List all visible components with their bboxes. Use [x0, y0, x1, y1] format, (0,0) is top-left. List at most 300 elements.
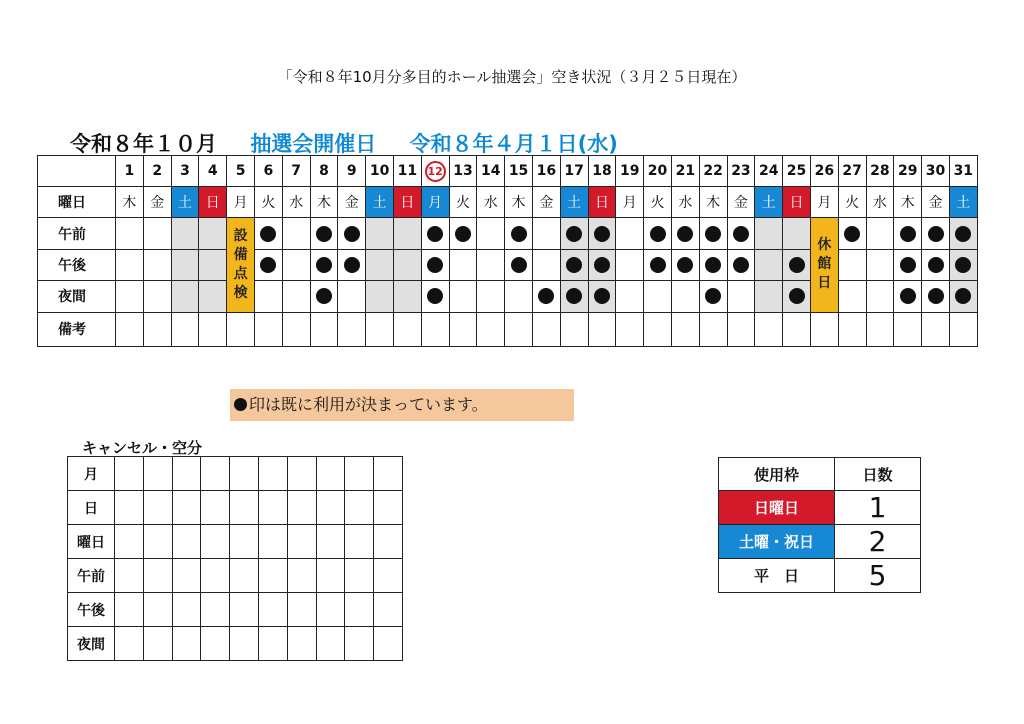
day-number-16: 16 — [532, 156, 560, 187]
slot-ev-11 — [393, 281, 421, 312]
weekday-30: 金 — [922, 187, 950, 218]
slot-ev-9 — [338, 281, 366, 312]
weekday-22: 木 — [699, 187, 727, 218]
day-number-11: 11 — [393, 156, 421, 187]
note-cell-14 — [477, 312, 505, 346]
slot-pm-31 — [949, 249, 977, 280]
note-cell-27 — [838, 312, 866, 346]
cancel-cell — [316, 627, 345, 661]
cancel-cell — [201, 627, 230, 661]
note-cell-25 — [783, 312, 811, 346]
slot-pm-3 — [171, 249, 199, 280]
night-row-label: 夜間 — [38, 281, 116, 312]
weekday-3: 土 — [171, 187, 199, 218]
cancel-cell — [374, 525, 403, 559]
slot-ev-3 — [171, 281, 199, 312]
weekday-26: 月 — [810, 187, 838, 218]
slot-am-15 — [505, 218, 533, 249]
slot-pm-30 — [922, 249, 950, 280]
cancel-cell — [143, 627, 172, 661]
notes-row-label: 備考 — [38, 312, 116, 346]
booked-dot-icon — [900, 257, 916, 273]
slot-ev-1 — [116, 281, 144, 312]
booked-dot-icon — [344, 226, 360, 242]
cancel-cell — [316, 491, 345, 525]
cancel-cell — [230, 491, 259, 525]
cancel-cell — [172, 593, 201, 627]
cancel-cell — [345, 457, 374, 491]
cancel-cell — [115, 491, 144, 525]
note-cell-2 — [143, 312, 171, 346]
weekday-9: 金 — [338, 187, 366, 218]
booked-dot-icon — [955, 226, 971, 242]
booked-dot-icon — [928, 226, 944, 242]
frame-count-table — [718, 457, 921, 593]
booked-dot-icon — [789, 288, 805, 304]
cancel-row — [68, 457, 403, 491]
weekday-row-label: 曜日 — [38, 187, 116, 218]
slot-ev-23 — [727, 281, 755, 312]
cancel-cell — [143, 559, 172, 593]
day-number-2: 2 — [143, 156, 171, 187]
cancel-cell — [143, 525, 172, 559]
cancel-cell — [374, 593, 403, 627]
closed-26 — [810, 218, 838, 312]
slot-pm-4 — [199, 249, 227, 280]
note-cell-11 — [393, 312, 421, 346]
slot-am-3 — [171, 218, 199, 249]
cancel-cell — [374, 491, 403, 525]
cancel-cell — [143, 491, 172, 525]
cancel-cell — [287, 559, 316, 593]
slot-ev-28 — [866, 281, 894, 312]
month-heading: 令和８年１０月 — [70, 132, 217, 156]
note-cell-12 — [421, 312, 449, 346]
weekday-6: 火 — [254, 187, 282, 218]
slot-am-20 — [644, 218, 672, 249]
slot-pm-7 — [282, 249, 310, 280]
note-cell-7 — [282, 312, 310, 346]
slot-am-23 — [727, 218, 755, 249]
slot-am-12 — [421, 218, 449, 249]
booked-dot-icon — [234, 398, 247, 411]
slot-pm-12 — [421, 249, 449, 280]
cancel-cell — [115, 525, 144, 559]
cancel-cell — [230, 559, 259, 593]
frame-row-sunday — [719, 491, 921, 525]
cancel-cell — [172, 457, 201, 491]
booked-dot-icon — [677, 257, 693, 273]
weekday-21: 水 — [671, 187, 699, 218]
legend-note — [230, 389, 574, 421]
slot-pm-16 — [532, 249, 560, 280]
slot-pm-10 — [366, 249, 394, 280]
booked-dot-icon — [344, 257, 360, 273]
weekday-18: 日 — [588, 187, 616, 218]
note-cell-10 — [366, 312, 394, 346]
booked-dot-icon — [928, 288, 944, 304]
booked-dot-icon — [733, 257, 749, 273]
booked-dot-icon — [650, 257, 666, 273]
frame-count-weekday: 5 — [835, 559, 921, 593]
slot-am-30 — [922, 218, 950, 249]
cancel-cell — [201, 559, 230, 593]
cancel-cell — [172, 627, 201, 661]
slot-ev-25 — [783, 281, 811, 312]
slot-pm-13 — [449, 249, 477, 280]
cancel-cell — [287, 457, 316, 491]
note-cell-28 — [866, 312, 894, 346]
slot-am-2 — [143, 218, 171, 249]
weekday-27: 火 — [838, 187, 866, 218]
cancel-row — [68, 593, 403, 627]
cancel-cell — [316, 525, 345, 559]
booked-dot-icon — [677, 226, 693, 242]
date-row — [38, 156, 978, 187]
weekday-5: 月 — [227, 187, 255, 218]
cancel-cell — [374, 627, 403, 661]
frame-row-saturday-holiday — [719, 525, 921, 559]
slot-ev-21 — [671, 281, 699, 312]
slot-am-16 — [532, 218, 560, 249]
booked-dot-icon — [844, 226, 860, 242]
slot-am-1 — [116, 218, 144, 249]
booked-dot-icon — [427, 226, 443, 242]
cancel-cell — [230, 627, 259, 661]
morning-row-label: 午前 — [38, 218, 116, 249]
cancel-cell — [230, 457, 259, 491]
booked-dot-icon — [900, 226, 916, 242]
closed-5 — [227, 218, 255, 312]
cancel-cell — [374, 559, 403, 593]
cancel-cell — [258, 457, 287, 491]
slot-pm-14 — [477, 249, 505, 280]
lottery-label: 抽選会開催日 — [250, 132, 377, 156]
booked-dot-icon — [733, 226, 749, 242]
closed-label-5: 設備点検 — [233, 227, 248, 301]
slot-pm-27 — [838, 249, 866, 280]
frame-label-weekday: 平 日 — [719, 559, 835, 593]
day-number-15: 15 — [505, 156, 533, 187]
note-cell-17 — [560, 312, 588, 346]
slot-pm-11 — [393, 249, 421, 280]
cancel-cell — [258, 559, 287, 593]
cancel-cell — [201, 457, 230, 491]
weekday-16: 金 — [532, 187, 560, 218]
day-number-19: 19 — [616, 156, 644, 187]
booked-dot-icon — [260, 257, 276, 273]
note-cell-5 — [227, 312, 255, 346]
cancel-cell — [287, 525, 316, 559]
booked-dot-icon — [316, 226, 332, 242]
slot-ev-16 — [532, 281, 560, 312]
weekday-14: 水 — [477, 187, 505, 218]
slot-am-18 — [588, 218, 616, 249]
booked-dot-icon — [260, 226, 276, 242]
slot-ev-31 — [949, 281, 977, 312]
schedule-heading — [70, 128, 618, 158]
slot-ev-2 — [143, 281, 171, 312]
note-cell-29 — [894, 312, 922, 346]
note-cell-31 — [949, 312, 977, 346]
note-cell-8 — [310, 312, 338, 346]
slot-pm-15 — [505, 249, 533, 280]
frame-row-weekday — [719, 559, 921, 593]
slot-pm-2 — [143, 249, 171, 280]
day-number-7: 7 — [282, 156, 310, 187]
booked-dot-icon — [566, 257, 582, 273]
frame-header-row — [719, 458, 921, 491]
booked-dot-icon — [566, 226, 582, 242]
cancel-cell — [258, 627, 287, 661]
date-header-empty — [38, 156, 116, 187]
cancel-cell — [230, 593, 259, 627]
slot-pm-25 — [783, 249, 811, 280]
slot-ev-22 — [699, 281, 727, 312]
booked-dot-icon — [650, 226, 666, 242]
cancel-cell — [201, 525, 230, 559]
note-cell-23 — [727, 312, 755, 346]
note-cell-19 — [616, 312, 644, 346]
slot-pm-6 — [254, 249, 282, 280]
note-cell-13 — [449, 312, 477, 346]
cancel-row-label: 曜日 — [68, 525, 115, 559]
slot-pm-22 — [699, 249, 727, 280]
slot-am-10 — [366, 218, 394, 249]
slot-pm-21 — [671, 249, 699, 280]
frame-header-slot: 使用枠 — [719, 458, 835, 491]
booked-dot-icon — [316, 288, 332, 304]
note-cell-15 — [505, 312, 533, 346]
closed-label-26: 休館日 — [817, 237, 832, 292]
day-number-24: 24 — [755, 156, 783, 187]
day-number-5: 5 — [227, 156, 255, 187]
cancel-cell — [345, 593, 374, 627]
booked-dot-icon — [955, 288, 971, 304]
day-number-20: 20 — [644, 156, 672, 187]
day-number-30: 30 — [922, 156, 950, 187]
day-number-27: 27 — [838, 156, 866, 187]
cancel-cell — [287, 627, 316, 661]
note-cell-26 — [810, 312, 838, 346]
slot-ev-20 — [644, 281, 672, 312]
frame-header-days: 日数 — [835, 458, 921, 491]
day-number-1: 1 — [116, 156, 144, 187]
slot-am-28 — [866, 218, 894, 249]
cancel-cell — [316, 457, 345, 491]
lottery-date: 令和８年４月１日(水) — [409, 132, 618, 156]
slot-am-19 — [616, 218, 644, 249]
day-number-18: 18 — [588, 156, 616, 187]
cancel-cell — [143, 593, 172, 627]
slot-pm-19 — [616, 249, 644, 280]
slot-pm-20 — [644, 249, 672, 280]
slot-ev-7 — [282, 281, 310, 312]
cancel-cell — [345, 525, 374, 559]
slot-am-4 — [199, 218, 227, 249]
booked-dot-icon — [511, 226, 527, 242]
slot-am-9 — [338, 218, 366, 249]
day-number-26: 26 — [810, 156, 838, 187]
slot-ev-12 — [421, 281, 449, 312]
slot-am-14 — [477, 218, 505, 249]
slot-pm-24 — [755, 249, 783, 280]
slot-am-24 — [755, 218, 783, 249]
booked-dot-icon — [594, 226, 610, 242]
cancel-cell — [316, 593, 345, 627]
slot-ev-17 — [560, 281, 588, 312]
note-cell-6 — [254, 312, 282, 346]
slot-pm-17 — [560, 249, 588, 280]
day-number-21: 21 — [671, 156, 699, 187]
day-number-28: 28 — [866, 156, 894, 187]
note-cell-24 — [755, 312, 783, 346]
cancel-section-title: キャンセル・空分 — [82, 439, 203, 457]
cancel-row — [68, 559, 403, 593]
day-number-29: 29 — [894, 156, 922, 187]
frame-label-saturday-holiday: 土曜・祝日 — [719, 525, 835, 559]
note-cell-1 — [116, 312, 144, 346]
morning-row — [38, 218, 978, 249]
weekday-12: 月 — [421, 187, 449, 218]
slot-ev-13 — [449, 281, 477, 312]
day-number-23: 23 — [727, 156, 755, 187]
cancel-cell — [230, 525, 259, 559]
slot-ev-8 — [310, 281, 338, 312]
cancel-cell — [345, 491, 374, 525]
cancel-row-label: 日 — [68, 491, 115, 525]
cancel-row-label: 月 — [68, 457, 115, 491]
note-cell-22 — [699, 312, 727, 346]
note-cell-9 — [338, 312, 366, 346]
cancel-cell — [258, 491, 287, 525]
booked-dot-icon — [511, 257, 527, 273]
day-number-3: 3 — [171, 156, 199, 187]
slot-am-31 — [949, 218, 977, 249]
cancel-cell — [115, 627, 144, 661]
slot-am-17 — [560, 218, 588, 249]
frame-label-sunday: 日曜日 — [719, 491, 835, 525]
day-number-22: 22 — [699, 156, 727, 187]
booked-dot-icon — [705, 288, 721, 304]
cancel-cell — [172, 559, 201, 593]
slot-pm-28 — [866, 249, 894, 280]
note-cell-16 — [532, 312, 560, 346]
slot-pm-8 — [310, 249, 338, 280]
slot-am-22 — [699, 218, 727, 249]
availability-table — [37, 155, 978, 347]
day-number-31: 31 — [949, 156, 977, 187]
weekday-25: 日 — [783, 187, 811, 218]
note-cell-4 — [199, 312, 227, 346]
note-cell-30 — [922, 312, 950, 346]
slot-ev-15 — [505, 281, 533, 312]
weekday-13: 火 — [449, 187, 477, 218]
cancel-cell — [345, 559, 374, 593]
day-number-14: 14 — [477, 156, 505, 187]
cancel-row-label: 午後 — [68, 593, 115, 627]
note-cell-20 — [644, 312, 672, 346]
weekday-15: 木 — [505, 187, 533, 218]
day-number-10: 10 — [366, 156, 394, 187]
slot-ev-6 — [254, 281, 282, 312]
note-cell-21 — [671, 312, 699, 346]
note-cell-3 — [171, 312, 199, 346]
slot-am-6 — [254, 218, 282, 249]
slot-pm-9 — [338, 249, 366, 280]
cancel-cell — [345, 627, 374, 661]
day-number-4: 4 — [199, 156, 227, 187]
slot-am-8 — [310, 218, 338, 249]
slot-am-13 — [449, 218, 477, 249]
booked-dot-icon — [566, 288, 582, 304]
slot-ev-14 — [477, 281, 505, 312]
weekday-4: 日 — [199, 187, 227, 218]
day-number-9: 9 — [338, 156, 366, 187]
cancel-cell — [201, 491, 230, 525]
afternoon-row-label: 午後 — [38, 249, 116, 280]
cancel-row-label: 夜間 — [68, 627, 115, 661]
cancel-cell — [115, 559, 144, 593]
cancel-cell — [201, 593, 230, 627]
booked-dot-icon — [594, 257, 610, 273]
weekday-23: 金 — [727, 187, 755, 218]
slot-ev-29 — [894, 281, 922, 312]
weekday-17: 土 — [560, 187, 588, 218]
cancel-row-label: 午前 — [68, 559, 115, 593]
booked-dot-icon — [427, 257, 443, 273]
cancel-table — [67, 456, 403, 661]
cancel-row — [68, 525, 403, 559]
booked-dot-icon — [427, 288, 443, 304]
day-number-17: 17 — [560, 156, 588, 187]
cancel-row — [68, 627, 403, 661]
cancel-cell — [258, 593, 287, 627]
cancel-cell — [316, 559, 345, 593]
slot-am-25 — [783, 218, 811, 249]
cancel-cell — [115, 593, 144, 627]
weekday-1: 木 — [116, 187, 144, 218]
slot-am-11 — [393, 218, 421, 249]
frame-count-saturday-holiday: 2 — [835, 525, 921, 559]
slot-ev-24 — [755, 281, 783, 312]
slot-ev-18 — [588, 281, 616, 312]
slot-am-29 — [894, 218, 922, 249]
cancel-cell — [287, 593, 316, 627]
slot-am-21 — [671, 218, 699, 249]
day-number-8: 8 — [310, 156, 338, 187]
weekday-10: 土 — [366, 187, 394, 218]
note-cell-18 — [588, 312, 616, 346]
day-number-25: 25 — [783, 156, 811, 187]
weekday-31: 土 — [949, 187, 977, 218]
booked-dot-icon — [705, 257, 721, 273]
weekday-29: 木 — [894, 187, 922, 218]
cancel-cell — [115, 457, 144, 491]
booked-dot-icon — [705, 226, 721, 242]
day-number-6: 6 — [254, 156, 282, 187]
cancel-cell — [172, 525, 201, 559]
cancel-cell — [374, 457, 403, 491]
booked-dot-icon — [928, 257, 944, 273]
booked-dot-icon — [789, 257, 805, 273]
slot-ev-30 — [922, 281, 950, 312]
weekday-7: 水 — [282, 187, 310, 218]
cancel-cell — [143, 457, 172, 491]
booked-dot-icon — [900, 288, 916, 304]
slot-ev-10 — [366, 281, 394, 312]
cancel-cell — [172, 491, 201, 525]
